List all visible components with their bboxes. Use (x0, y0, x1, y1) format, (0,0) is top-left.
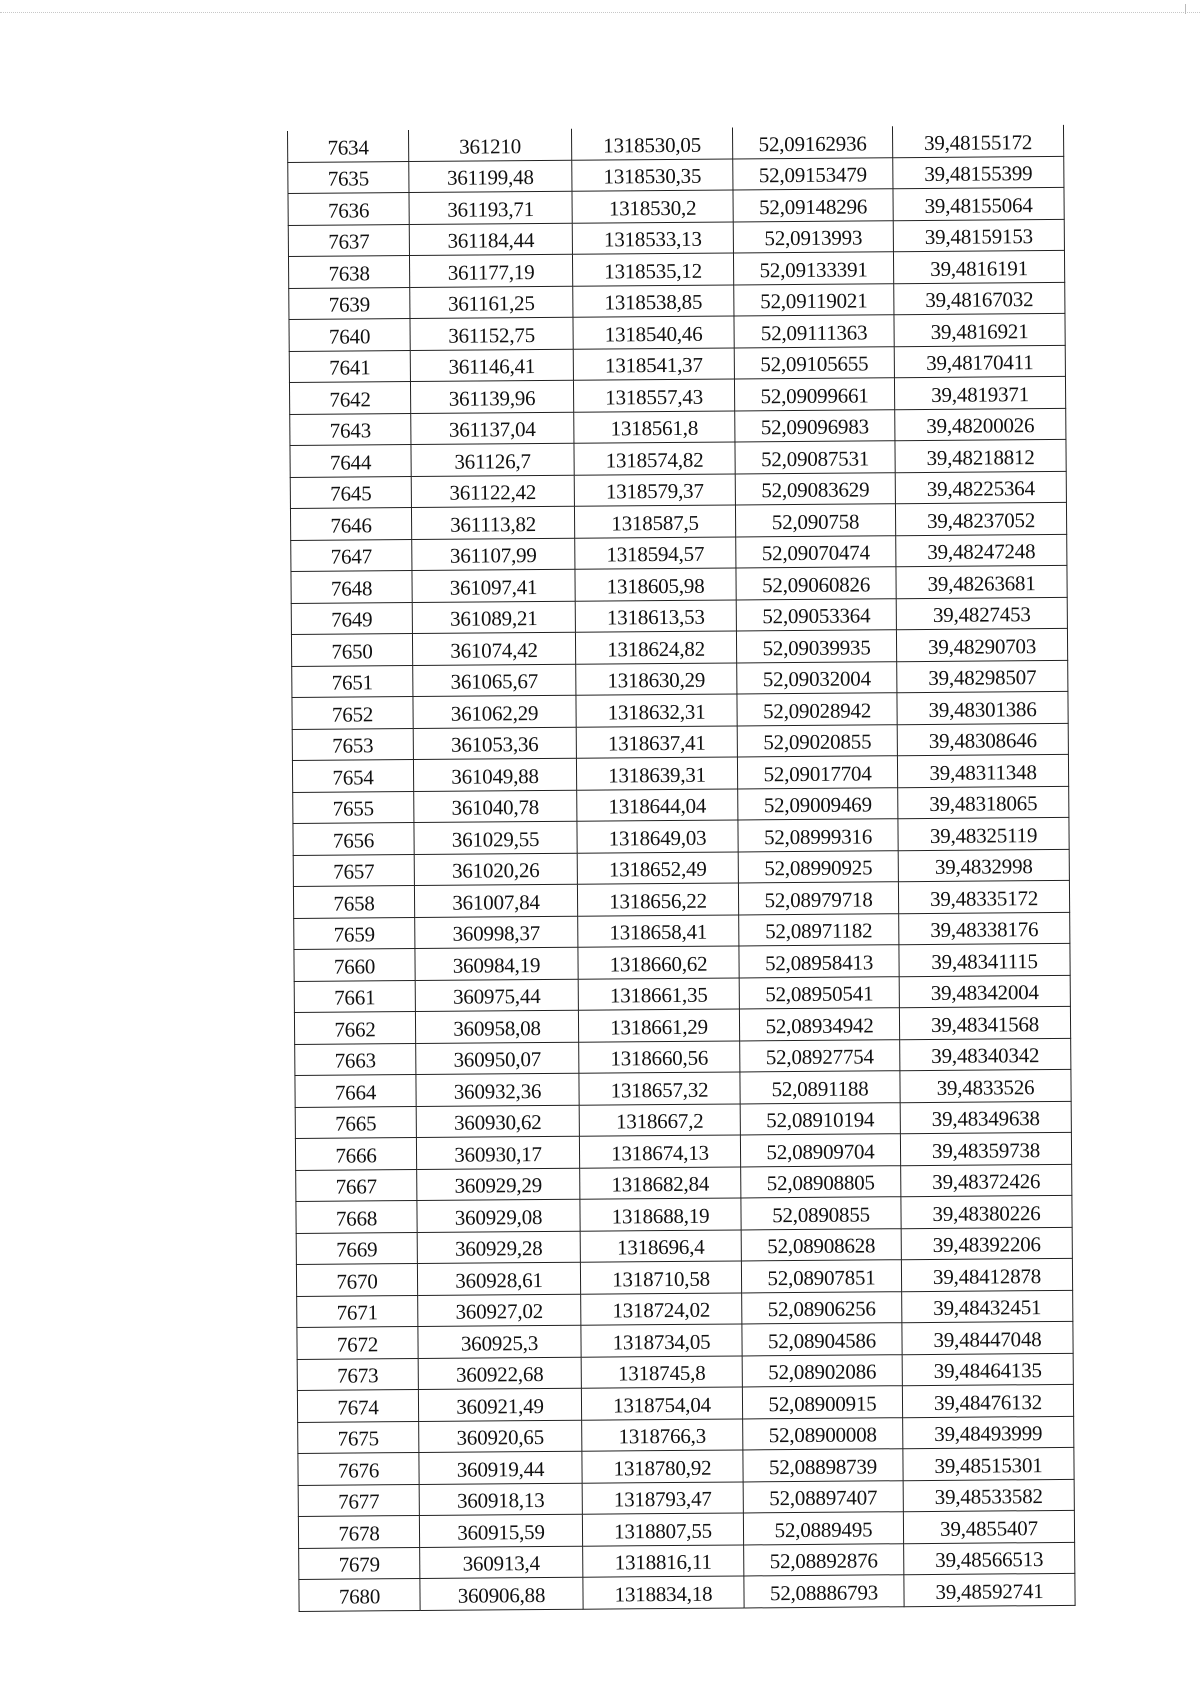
coordinates-table-body (287, 125, 1075, 1611)
longitude-cell: 39,48225364 (895, 471, 1066, 504)
y-coordinate-cell: 1318535,12 (572, 253, 733, 286)
x-coordinate-cell: 360932,36 (416, 1073, 579, 1106)
longitude-cell: 39,48476132 (902, 1384, 1073, 1417)
point-number-cell: 7645 (290, 476, 411, 508)
point-number-cell: 7649 (291, 602, 412, 634)
point-number-cell: 7639 (289, 287, 410, 319)
point-number-cell: 7671 (297, 1295, 418, 1327)
latitude-cell: 52,08902086 (742, 1354, 902, 1387)
point-number-cell: 7669 (296, 1232, 417, 1264)
point-number-cell: 7678 (298, 1516, 419, 1548)
x-coordinate-cell: 360918,13 (419, 1483, 582, 1516)
y-coordinate-cell: 1318649,03 (577, 820, 738, 853)
longitude-cell: 39,4832998 (898, 849, 1069, 882)
y-coordinate-cell: 1318639,31 (576, 757, 737, 790)
y-coordinate-cell: 1318587,5 (574, 505, 735, 538)
longitude-cell: 39,48392206 (901, 1227, 1072, 1260)
y-coordinate-cell: 1318661,29 (578, 1009, 739, 1042)
latitude-cell: 52,09096983 (735, 409, 895, 442)
longitude-cell: 39,48318065 (898, 786, 1069, 819)
longitude-cell: 39,48592741 (904, 1573, 1075, 1606)
y-coordinate-cell: 1318696,4 (580, 1229, 741, 1262)
latitude-cell: 52,09028942 (737, 693, 897, 726)
y-coordinate-cell: 1318793,47 (582, 1481, 743, 1514)
latitude-cell: 52,08897407 (743, 1480, 903, 1513)
latitude-cell: 52,08971182 (739, 913, 899, 946)
x-coordinate-cell: 360930,62 (416, 1105, 579, 1138)
point-number-cell: 7679 (299, 1547, 420, 1579)
y-coordinate-cell: 1318632,31 (576, 694, 737, 727)
longitude-cell: 39,48338176 (899, 912, 1070, 945)
point-number-cell: 7672 (297, 1327, 418, 1359)
longitude-cell: 39,48298507 (897, 660, 1068, 693)
longitude-cell: 39,48533582 (903, 1479, 1074, 1512)
x-coordinate-cell: 361122,42 (411, 475, 574, 508)
latitude-cell: 52,09099661 (734, 378, 894, 411)
y-coordinate-cell: 1318605,98 (575, 568, 736, 601)
longitude-cell: 39,48308646 (897, 723, 1068, 756)
longitude-cell: 39,48341115 (899, 943, 1070, 976)
x-coordinate-cell: 361199,48 (409, 160, 572, 193)
point-number-cell: 7665 (295, 1106, 416, 1138)
point-number-cell: 7647 (291, 539, 412, 571)
x-coordinate-cell: 360929,28 (417, 1231, 580, 1264)
y-coordinate-cell: 1318557,43 (573, 379, 734, 412)
y-coordinate-cell: 1318637,41 (576, 725, 737, 758)
y-coordinate-cell: 1318594,57 (575, 536, 736, 569)
y-coordinate-cell: 1318630,29 (576, 662, 737, 695)
point-number-cell: 7634 (287, 130, 408, 162)
x-coordinate-cell: 361089,21 (412, 601, 575, 634)
point-number-cell: 7674 (297, 1390, 418, 1422)
x-coordinate-cell: 361053,36 (413, 727, 576, 760)
longitude-cell: 39,48447048 (902, 1321, 1073, 1354)
latitude-cell: 52,08904586 (742, 1323, 902, 1356)
latitude-cell: 52,0890855 (741, 1197, 901, 1230)
x-coordinate-cell: 361113,82 (411, 506, 574, 539)
y-coordinate-cell: 1318624,82 (575, 631, 736, 664)
y-coordinate-cell: 1318530,2 (572, 190, 733, 223)
y-coordinate-cell: 1318540,46 (573, 316, 734, 349)
coordinates-table (287, 125, 1076, 1612)
longitude-cell: 39,48341568 (899, 1006, 1070, 1039)
longitude-cell: 39,48290703 (896, 628, 1067, 661)
longitude-cell: 39,4819371 (894, 376, 1065, 409)
y-coordinate-cell: 1318682,84 (580, 1166, 741, 1199)
x-coordinate-cell: 360921,49 (418, 1388, 581, 1421)
latitude-cell: 52,09133391 (733, 252, 893, 285)
x-coordinate-cell: 361126,7 (411, 443, 574, 476)
latitude-cell: 52,08910194 (740, 1102, 900, 1135)
latitude-cell: 52,08886793 (744, 1575, 904, 1608)
latitude-cell: 52,08908805 (741, 1165, 901, 1198)
y-coordinate-cell: 1318667,2 (579, 1103, 740, 1136)
latitude-cell: 52,09162936 (732, 126, 892, 158)
y-coordinate-cell: 1318538,85 (573, 284, 734, 317)
y-coordinate-cell: 1318834,18 (583, 1576, 744, 1609)
longitude-cell: 39,48170411 (894, 345, 1065, 378)
longitude-cell: 39,48159153 (893, 219, 1064, 252)
x-coordinate-cell: 360927,02 (418, 1294, 581, 1327)
longitude-cell: 39,48380226 (901, 1195, 1072, 1228)
point-number-cell: 7652 (292, 697, 413, 729)
y-coordinate-cell: 1318766,3 (582, 1418, 743, 1451)
longitude-cell: 39,48372426 (901, 1164, 1072, 1197)
latitude-cell: 52,09009469 (738, 787, 898, 820)
point-number-cell: 7664 (295, 1075, 416, 1107)
point-number-cell: 7636 (288, 193, 409, 225)
point-number-cell: 7660 (294, 949, 415, 981)
y-coordinate-cell: 1318660,56 (579, 1040, 740, 1073)
latitude-cell: 52,08908628 (741, 1228, 901, 1261)
x-coordinate-cell: 360925,3 (418, 1325, 581, 1358)
latitude-cell: 52,09148296 (733, 189, 893, 222)
x-coordinate-cell: 360998,37 (415, 916, 578, 949)
x-coordinate-cell: 361139,96 (410, 380, 573, 413)
y-coordinate-cell: 1318530,35 (572, 159, 733, 192)
y-coordinate-cell: 1318674,13 (579, 1135, 740, 1168)
longitude-cell: 39,48325119 (898, 817, 1069, 850)
point-number-cell: 7656 (293, 823, 414, 855)
point-number-cell: 7637 (288, 224, 409, 256)
y-coordinate-cell: 1318574,82 (574, 442, 735, 475)
y-coordinate-cell: 1318644,04 (577, 788, 738, 821)
latitude-cell: 52,08907851 (741, 1260, 901, 1293)
longitude-cell: 39,48464135 (902, 1353, 1073, 1386)
longitude-cell: 39,48412878 (901, 1258, 1072, 1291)
x-coordinate-cell: 361097,41 (412, 569, 575, 602)
longitude-cell: 39,48432451 (902, 1290, 1073, 1323)
y-coordinate-cell: 1318816,11 (583, 1544, 744, 1577)
point-number-cell: 7667 (296, 1169, 417, 1201)
longitude-cell: 39,48167032 (894, 282, 1065, 315)
scan-top-edge (0, 12, 1200, 13)
latitude-cell: 52,08958413 (739, 945, 899, 978)
y-coordinate-cell: 1318745,8 (581, 1355, 742, 1388)
latitude-cell: 52,09053364 (736, 598, 896, 631)
x-coordinate-cell: 361029,55 (414, 821, 577, 854)
point-number-cell: 7657 (293, 854, 414, 886)
y-coordinate-cell: 1318660,62 (578, 946, 739, 979)
latitude-cell: 52,09083629 (735, 472, 895, 505)
point-number-cell: 7640 (289, 319, 410, 351)
latitude-cell: 52,09111363 (734, 315, 894, 348)
longitude-cell: 39,48155172 (892, 125, 1063, 157)
y-coordinate-cell: 1318688,19 (580, 1198, 741, 1231)
y-coordinate-cell: 1318652,49 (577, 851, 738, 884)
point-number-cell: 7658 (293, 886, 414, 918)
latitude-cell: 52,09070474 (736, 535, 896, 568)
x-coordinate-cell: 360984,19 (415, 947, 578, 980)
latitude-cell: 52,08950541 (739, 976, 899, 1009)
x-coordinate-cell: 360913,4 (420, 1546, 583, 1579)
x-coordinate-cell: 361146,41 (410, 349, 573, 382)
y-coordinate-cell: 1318533,13 (572, 221, 733, 254)
y-coordinate-cell: 1318780,92 (582, 1450, 743, 1483)
longitude-cell: 39,48237052 (895, 502, 1066, 535)
point-number-cell: 7643 (290, 413, 411, 445)
longitude-cell: 39,48311348 (897, 754, 1068, 787)
x-coordinate-cell: 361152,75 (410, 317, 573, 350)
longitude-cell: 39,48247248 (896, 534, 1067, 567)
latitude-cell: 52,08909704 (740, 1134, 900, 1167)
point-number-cell: 7676 (298, 1453, 419, 1485)
point-number-cell: 7655 (293, 791, 414, 823)
longitude-cell: 39,48566513 (904, 1542, 1075, 1575)
x-coordinate-cell: 361040,78 (414, 790, 577, 823)
x-coordinate-cell: 361161,25 (410, 286, 573, 319)
latitude-cell: 52,09017704 (737, 756, 897, 789)
x-coordinate-cell: 360906,88 (420, 1577, 583, 1610)
y-coordinate-cell: 1318658,41 (578, 914, 739, 947)
x-coordinate-cell: 361065,67 (413, 664, 576, 697)
x-coordinate-cell: 361107,99 (412, 538, 575, 571)
y-coordinate-cell: 1318656,22 (577, 883, 738, 916)
point-number-cell: 7677 (298, 1484, 419, 1516)
x-coordinate-cell: 360929,29 (417, 1168, 580, 1201)
x-coordinate-cell: 360919,44 (419, 1451, 582, 1484)
latitude-cell: 52,08906256 (742, 1291, 902, 1324)
x-coordinate-cell: 361177,19 (409, 254, 572, 287)
x-coordinate-cell: 361062,29 (413, 695, 576, 728)
latitude-cell: 52,0913993 (733, 220, 893, 253)
longitude-cell: 39,48155064 (893, 187, 1064, 220)
latitude-cell: 52,09105655 (734, 346, 894, 379)
point-number-cell: 7653 (292, 728, 413, 760)
longitude-cell: 39,48340342 (900, 1038, 1071, 1071)
y-coordinate-cell: 1318724,02 (581, 1292, 742, 1325)
longitude-cell: 39,48301386 (897, 691, 1068, 724)
longitude-cell: 39,48349638 (900, 1101, 1071, 1134)
point-number-cell: 7635 (288, 161, 409, 193)
longitude-cell: 39,48200026 (895, 408, 1066, 441)
y-coordinate-cell: 1318613,53 (575, 599, 736, 632)
latitude-cell: 52,08900915 (742, 1386, 902, 1419)
y-coordinate-cell: 1318807,55 (582, 1513, 743, 1546)
x-coordinate-cell: 360928,61 (417, 1262, 580, 1295)
longitude-cell: 39,48342004 (899, 975, 1070, 1008)
x-coordinate-cell: 361137,04 (411, 412, 574, 445)
y-coordinate-cell: 1318561,8 (574, 410, 735, 443)
x-coordinate-cell: 360920,65 (419, 1420, 582, 1453)
latitude-cell: 52,08927754 (740, 1039, 900, 1072)
x-coordinate-cell: 360950,07 (416, 1042, 579, 1075)
point-number-cell: 7646 (290, 508, 411, 540)
longitude-cell: 39,48493999 (903, 1416, 1074, 1449)
longitude-cell: 39,48218812 (895, 439, 1066, 472)
y-coordinate-cell: 1318754,04 (581, 1387, 742, 1420)
y-coordinate-cell: 1318579,37 (574, 473, 735, 506)
x-coordinate-cell: 361007,84 (414, 884, 577, 917)
point-number-cell: 7668 (296, 1201, 417, 1233)
latitude-cell: 52,0891188 (740, 1071, 900, 1104)
point-number-cell: 7670 (296, 1264, 417, 1296)
point-number-cell: 7641 (289, 350, 410, 382)
point-number-cell: 7659 (294, 917, 415, 949)
y-coordinate-cell: 1318661,35 (578, 977, 739, 1010)
coordinates-table-container (287, 125, 1075, 1612)
x-coordinate-cell: 361184,44 (409, 223, 572, 256)
longitude-cell: 39,48359738 (900, 1132, 1071, 1165)
latitude-cell: 52,08999316 (738, 819, 898, 852)
latitude-cell: 52,09060826 (736, 567, 896, 600)
point-number-cell: 7654 (292, 760, 413, 792)
x-coordinate-cell: 360930,17 (416, 1136, 579, 1169)
latitude-cell: 52,08898739 (743, 1449, 903, 1482)
point-number-cell: 7680 (299, 1579, 420, 1611)
scan-corner-mark (1185, 4, 1186, 14)
latitude-cell: 52,09087531 (735, 441, 895, 474)
point-number-cell: 7662 (294, 1012, 415, 1044)
point-number-cell: 7650 (291, 634, 412, 666)
latitude-cell: 52,08934942 (739, 1008, 899, 1041)
latitude-cell: 52,08900008 (743, 1417, 903, 1450)
x-coordinate-cell: 361049,88 (413, 758, 576, 791)
y-coordinate-cell: 1318530,05 (571, 128, 732, 160)
x-coordinate-cell: 360915,59 (419, 1514, 582, 1547)
latitude-cell: 52,090758 (735, 504, 895, 537)
point-number-cell: 7644 (290, 445, 411, 477)
point-number-cell: 7642 (289, 382, 410, 414)
latitude-cell: 52,08990925 (738, 850, 898, 883)
longitude-cell: 39,4816921 (894, 313, 1065, 346)
x-coordinate-cell: 361074,42 (412, 632, 575, 665)
longitude-cell: 39,4833526 (900, 1069, 1071, 1102)
point-number-cell: 7663 (295, 1043, 416, 1075)
y-coordinate-cell: 1318657,32 (579, 1072, 740, 1105)
x-coordinate-cell: 360958,08 (415, 1010, 578, 1043)
point-number-cell: 7648 (291, 571, 412, 603)
x-coordinate-cell: 361020,26 (414, 853, 577, 886)
latitude-cell: 52,09032004 (737, 661, 897, 694)
y-coordinate-cell: 1318541,37 (573, 347, 734, 380)
latitude-cell: 52,08892876 (744, 1543, 904, 1576)
point-number-cell: 7666 (295, 1138, 416, 1170)
longitude-cell: 39,4827453 (896, 597, 1067, 630)
x-coordinate-cell: 360975,44 (415, 979, 578, 1012)
x-coordinate-cell: 360922,68 (418, 1357, 581, 1390)
longitude-cell: 39,48263681 (896, 565, 1067, 598)
latitude-cell: 52,09020855 (737, 724, 897, 757)
longitude-cell: 39,48515301 (903, 1447, 1074, 1480)
longitude-cell: 39,4816191 (893, 250, 1064, 283)
latitude-cell: 52,08979718 (738, 882, 898, 915)
y-coordinate-cell: 1318710,58 (580, 1261, 741, 1294)
latitude-cell: 52,09039935 (736, 630, 896, 663)
latitude-cell: 52,0889495 (743, 1512, 903, 1545)
latitude-cell: 52,09153479 (733, 157, 893, 190)
table-row (299, 1573, 1075, 1611)
x-coordinate-cell: 361193,71 (409, 191, 572, 224)
x-coordinate-cell: 360929,08 (417, 1199, 580, 1232)
longitude-cell: 39,48335172 (898, 880, 1069, 913)
point-number-cell: 7638 (288, 256, 409, 288)
longitude-cell: 39,4855407 (903, 1510, 1074, 1543)
point-number-cell: 7661 (294, 980, 415, 1012)
longitude-cell: 39,48155399 (893, 156, 1064, 189)
point-number-cell: 7675 (298, 1421, 419, 1453)
point-number-cell: 7651 (292, 665, 413, 697)
latitude-cell: 52,09119021 (734, 283, 894, 316)
y-coordinate-cell: 1318734,05 (581, 1324, 742, 1357)
x-coordinate-cell: 361210 (408, 129, 571, 161)
point-number-cell: 7673 (297, 1358, 418, 1390)
